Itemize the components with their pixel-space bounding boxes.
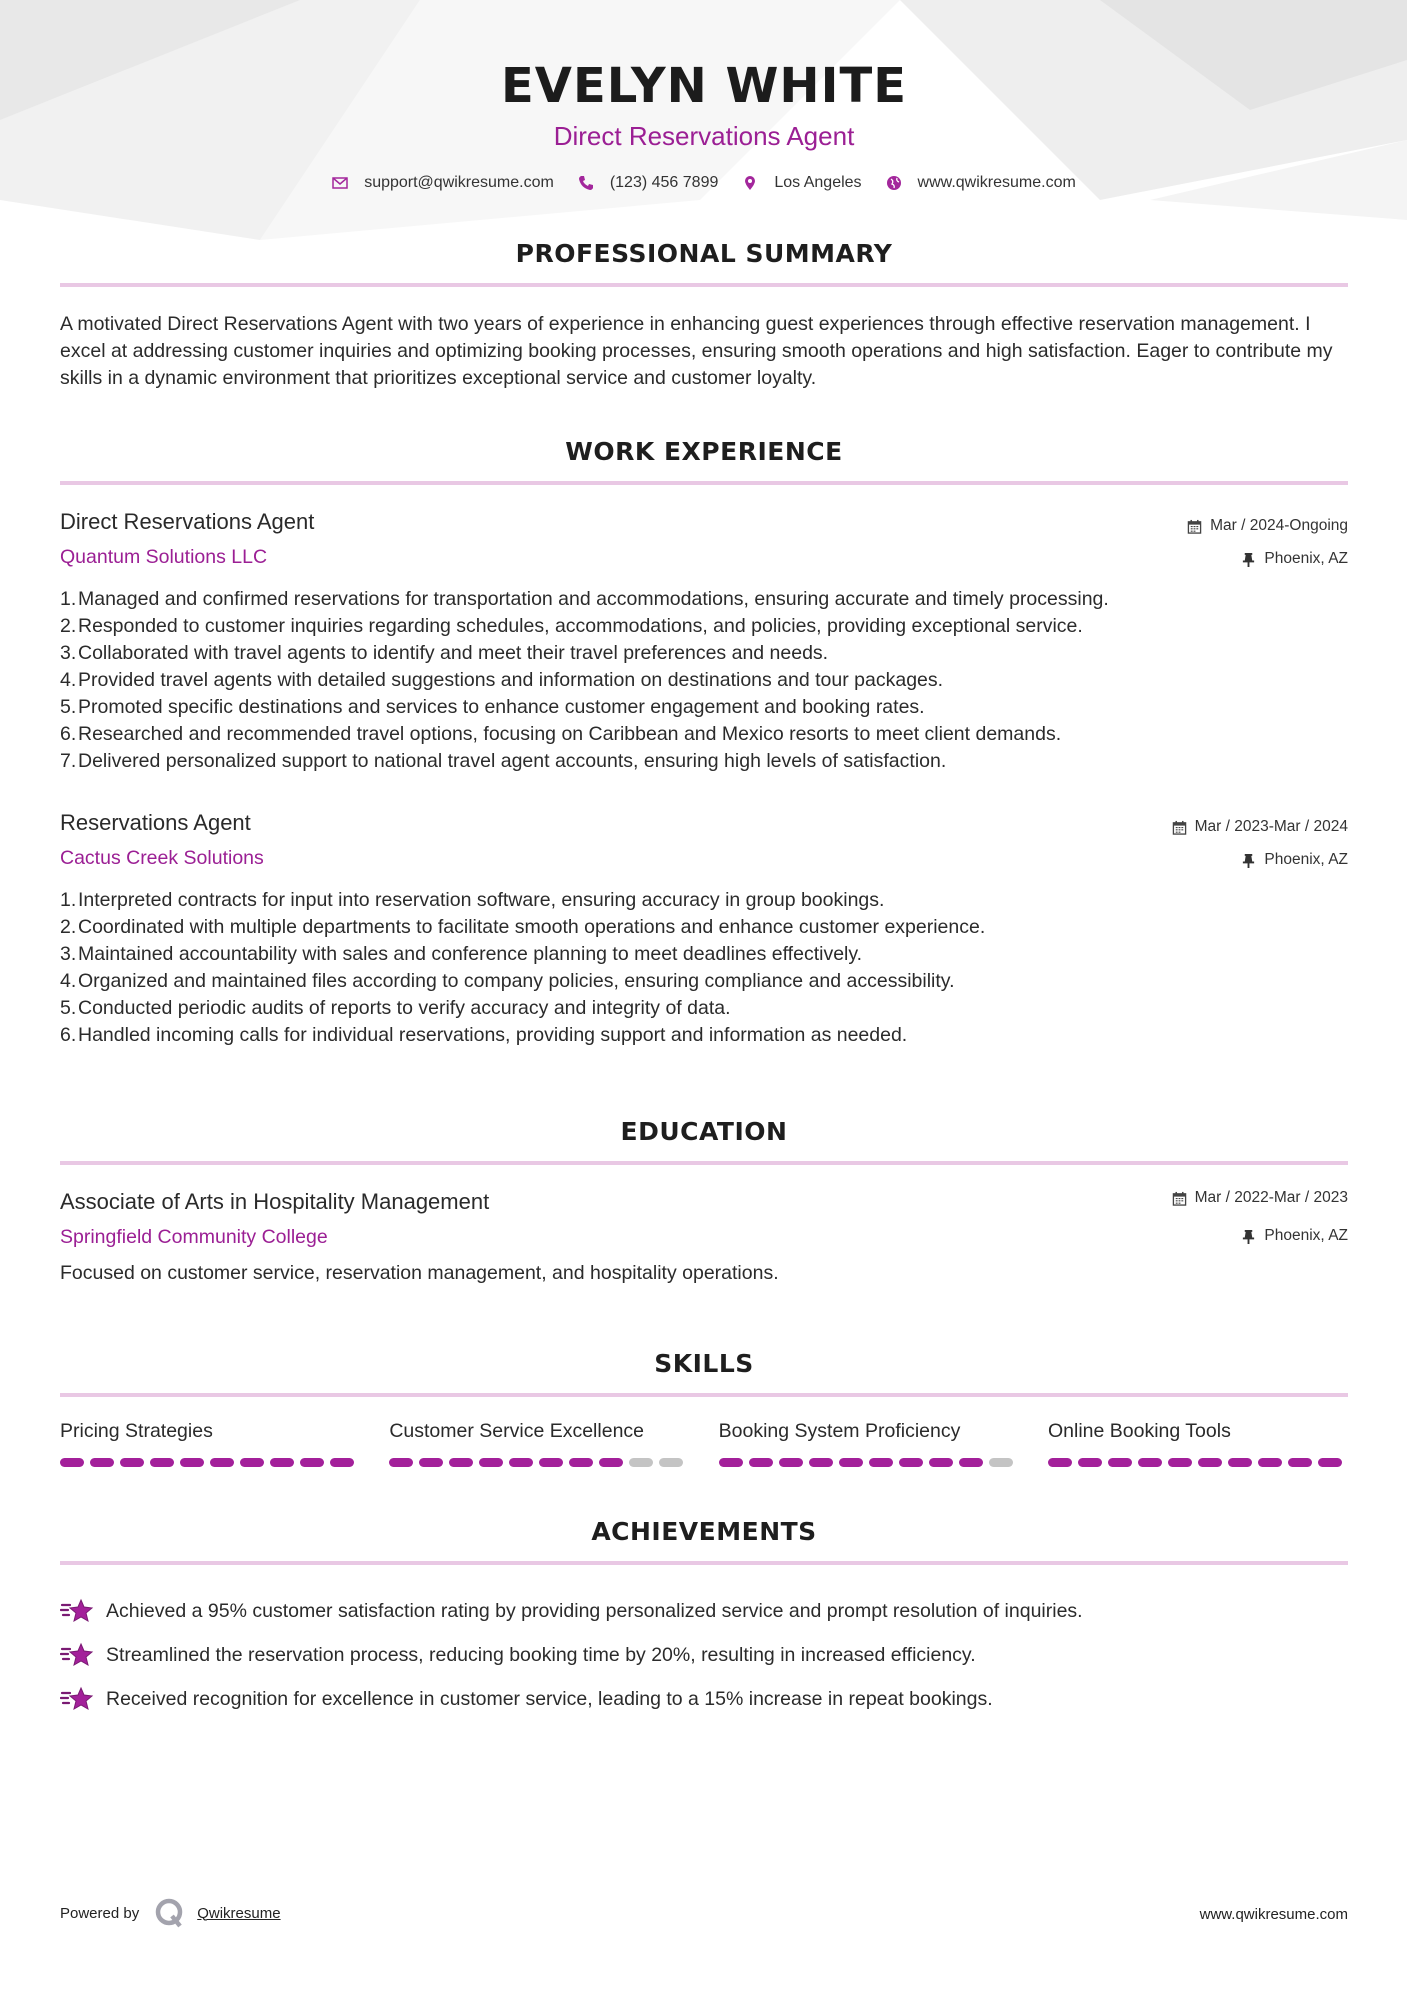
skill-segment-filled xyxy=(959,1458,983,1467)
education-dates xyxy=(1172,1189,1348,1207)
skill-segment-filled xyxy=(779,1458,803,1467)
skill-segment-filled xyxy=(1318,1458,1342,1467)
skill-segment-filled xyxy=(330,1458,354,1467)
skill-segment-filled xyxy=(929,1458,953,1467)
footer-website[interactable]: www.qwikresume.com xyxy=(1199,1906,1348,1923)
skill-segment-filled xyxy=(599,1458,623,1467)
school-name: Springfield Community College xyxy=(60,1226,328,1248)
contact-website[interactable] xyxy=(886,174,1076,192)
skill-name: Booking System Proficiency xyxy=(718,1420,961,1442)
envelope-icon xyxy=(332,175,348,191)
calendar-icon xyxy=(1172,820,1187,835)
section-heading-education: EDUCATION xyxy=(620,1117,788,1146)
section-heading-experience: WORK EXPERIENCE xyxy=(565,437,843,466)
job-location-text: Phoenix, AZ xyxy=(1264,851,1348,868)
powered-by-label: Powered by xyxy=(60,1904,140,1922)
company-name: Quantum Solutions LLC xyxy=(60,546,268,568)
skill-segment-filled xyxy=(120,1458,144,1467)
job-dates xyxy=(1172,818,1348,836)
shooting-star-icon xyxy=(60,1642,94,1668)
skill-segment-filled xyxy=(1228,1458,1252,1467)
achievement-item xyxy=(60,1633,1348,1677)
job-location xyxy=(1241,851,1348,869)
skill-segment-filled xyxy=(449,1458,473,1467)
education-dates-text: Mar / 2022-Mar / 2023 xyxy=(1194,1189,1348,1206)
job-title: Reservations Agent xyxy=(60,810,251,835)
job-dates-text: Mar / 2024-Ongoing xyxy=(1210,517,1348,534)
skill-segment-empty xyxy=(989,1458,1013,1467)
section-heading-skills: SKILLS xyxy=(654,1349,754,1378)
list-item: 3.Maintained accountability with sales and conference planning to meet deadlines effectively. xyxy=(60,943,863,965)
skill-segment-filled xyxy=(749,1458,773,1467)
list-item: 2.Responded to customer inquiries regarding schedules, accommodations, and policies, providing exceptional service. xyxy=(60,615,1083,637)
skill-item xyxy=(1048,1420,1348,1467)
skill-segment-filled xyxy=(419,1458,443,1467)
education-location-text: Phoenix, AZ xyxy=(1264,1227,1348,1244)
skills-list xyxy=(60,1420,1348,1467)
skill-segment-filled xyxy=(509,1458,533,1467)
section-divider xyxy=(60,481,1348,485)
skill-segment-filled xyxy=(1168,1458,1192,1467)
list-item: 3.Collaborated with travel agents to identify and meet their travel preferences and needs. xyxy=(60,642,829,664)
skill-segment-filled xyxy=(1048,1458,1072,1467)
contact-location-text: Los Angeles xyxy=(774,174,862,191)
skill-segment-filled xyxy=(479,1458,503,1467)
footer-powered-by xyxy=(60,1898,281,1928)
skill-segment-filled xyxy=(1258,1458,1282,1467)
skill-item xyxy=(389,1420,689,1467)
shooting-star-icon xyxy=(60,1686,94,1712)
achievement-item xyxy=(60,1589,1348,1633)
achievement-text: Received recognition for excellence in customer service, leading to a 15% increase in repeat bookings. xyxy=(106,1687,993,1710)
achievements-list xyxy=(60,1589,1348,1721)
skill-name: Pricing Strategies xyxy=(60,1420,213,1442)
phone-icon xyxy=(578,175,594,191)
skill-segment-filled xyxy=(1288,1458,1312,1467)
skill-segment-filled xyxy=(90,1458,114,1467)
skill-segment-filled xyxy=(1078,1458,1102,1467)
qwikresume-link[interactable]: Qwikresume xyxy=(197,1904,281,1922)
list-item: 6.Handled incoming calls for individual reservations, providing support and information as needed. xyxy=(60,1024,908,1046)
list-item: 1.Interpreted contracts for input into reservation software, ensuring accuracy in group bookings. xyxy=(60,889,885,911)
list-item: 4.Organized and maintained files according to company policies, ensuring compliance and accessibility. xyxy=(60,970,955,992)
skill-segment-filled xyxy=(300,1458,324,1467)
company-name: Cactus Creek Solutions xyxy=(60,847,264,869)
skill-segment-filled xyxy=(1138,1458,1162,1467)
calendar-icon xyxy=(1187,519,1202,534)
skill-segment-filled xyxy=(1198,1458,1222,1467)
pushpin-icon xyxy=(1241,853,1256,868)
skill-segment-filled xyxy=(809,1458,833,1467)
summary-text: A motivated Direct Reservations Agent with two years of experience in enhancing guest experiences through effective reservation management. I excel at addressing customer inquiries and optimizing booking processes, ensuring smooth operations and high satisfaction. Eager to contribute my skills in a dynamic environment that prioritizes exceptional service and customer loyalty. xyxy=(60,313,1333,389)
skill-level-bar xyxy=(1048,1458,1348,1467)
section-heading-achievements: ACHIEVEMENTS xyxy=(591,1517,817,1546)
job-location xyxy=(1241,550,1348,568)
qwikresume-logo-icon xyxy=(155,1898,185,1928)
skill-segment-filled xyxy=(60,1458,84,1467)
list-item: 5.Conducted periodic audits of reports to verify accuracy and integrity of data. xyxy=(60,997,731,1019)
skill-segment-filled xyxy=(210,1458,234,1467)
calendar-icon xyxy=(1172,1191,1187,1206)
skill-segment-filled xyxy=(150,1458,174,1467)
job-title: Direct Reservations Agent xyxy=(60,509,315,534)
list-item: 2.Coordinated with multiple departments to facilitate smooth operations and enhance customer experience. xyxy=(60,916,986,938)
skill-segment-filled xyxy=(180,1458,204,1467)
list-item: 1.Managed and confirmed reservations for transportation and accommodations, ensuring accurate and timely processing. xyxy=(60,588,1109,610)
globe-icon xyxy=(886,175,902,191)
list-item: 4.Provided travel agents with detailed suggestions and information on destinations and tour packages. xyxy=(60,669,944,691)
job-dates xyxy=(1187,517,1348,535)
skill-segment-filled xyxy=(719,1458,743,1467)
contact-location xyxy=(742,174,861,192)
job-dates-text: Mar / 2023-Mar / 2024 xyxy=(1194,818,1348,835)
skill-segment-filled xyxy=(839,1458,863,1467)
section-divider xyxy=(60,1561,1348,1565)
skill-segment-filled xyxy=(569,1458,593,1467)
education-location xyxy=(1241,1227,1348,1245)
job-bullets xyxy=(60,586,1348,775)
skill-segment-filled xyxy=(1108,1458,1132,1467)
skill-segment-empty xyxy=(629,1458,653,1467)
skill-segment-filled xyxy=(869,1458,893,1467)
achievement-text: Achieved a 95% customer satisfaction rating by providing personalized service and prompt resolution of inquiries. xyxy=(106,1599,1083,1622)
contact-phone-text: (123) 456 7899 xyxy=(609,174,719,191)
skill-item xyxy=(60,1420,360,1467)
contact-email-text: support@qwikresume.com xyxy=(364,174,554,191)
pushpin-icon xyxy=(1241,552,1256,567)
contact-phone[interactable] xyxy=(578,174,719,192)
job-bullets xyxy=(60,887,1348,1049)
list-item: 6.Researched and recommended travel options, focusing on Caribbean and Mexico resorts to meet client demands. xyxy=(60,723,1062,745)
skill-name: Online Booking Tools xyxy=(1047,1420,1231,1442)
candidate-title: Direct Reservations Agent xyxy=(553,121,855,151)
degree-title: Associate of Arts in Hospitality Management xyxy=(60,1189,490,1214)
section-divider xyxy=(60,1393,1348,1397)
contact-email[interactable] xyxy=(332,174,554,192)
skill-item xyxy=(719,1420,1019,1467)
shooting-star-icon xyxy=(60,1598,94,1624)
achievement-text: Streamlined the reservation process, reducing booking time by 20%, resulting in increased efficiency. xyxy=(106,1643,976,1666)
contact-website-text: www.qwikresume.com xyxy=(917,174,1076,191)
skill-segment-empty xyxy=(659,1458,683,1467)
list-item: 7.Delivered personalized support to national travel agent accounts, ensuring high levels of satisfaction. xyxy=(60,750,947,772)
section-divider xyxy=(60,1161,1348,1165)
skill-name: Customer Service Excellence xyxy=(389,1420,645,1442)
section-divider xyxy=(60,283,1348,287)
skill-segment-filled xyxy=(539,1458,563,1467)
skill-level-bar xyxy=(719,1458,1019,1467)
map-marker-icon xyxy=(742,175,758,191)
job-location-text: Phoenix, AZ xyxy=(1264,550,1348,567)
education-description: Focused on customer service, reservation management, and hospitality operations. xyxy=(60,1262,779,1284)
skill-segment-filled xyxy=(899,1458,923,1467)
skill-level-bar xyxy=(389,1458,689,1467)
achievement-item xyxy=(60,1677,1348,1721)
section-heading-summary: PROFESSIONAL SUMMARY xyxy=(515,239,893,268)
skill-segment-filled xyxy=(389,1458,413,1467)
header-background-pattern xyxy=(0,0,1407,240)
list-item: 5.Promoted specific destinations and services to enhance customer engagement and booking rates. xyxy=(60,696,925,718)
skill-segment-filled xyxy=(270,1458,294,1467)
pushpin-icon xyxy=(1241,1229,1256,1244)
candidate-name: EVELYN WHITE xyxy=(501,58,907,114)
skill-level-bar xyxy=(60,1458,360,1467)
contact-bar xyxy=(60,174,1348,192)
skill-segment-filled xyxy=(240,1458,264,1467)
